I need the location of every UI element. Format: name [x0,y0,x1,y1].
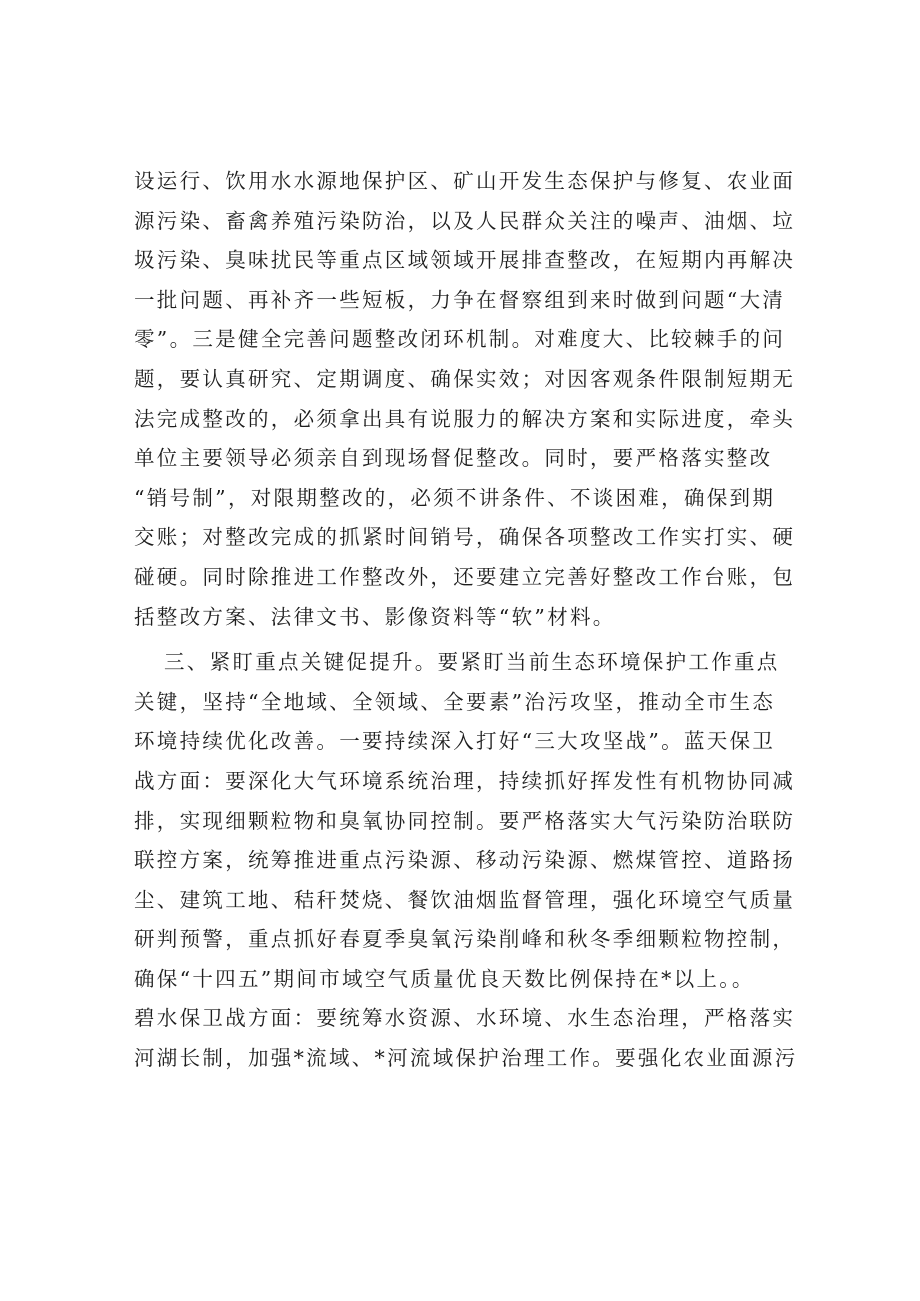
text-line: 圾污染、臭味扰民等重点区域领域开展排查整改，在短期内再解决 [134,248,796,273]
text-line: 源污染、畜禽养殖污染防治，以及人民群众关注的噪声、油烟、垃 [134,208,796,233]
text-line: 零”。三是健全完善问题整改闭环机制。对难度大、比较棘手的问 [134,327,786,352]
text-line: “销号制”，对限期整改的，必须不讲条件、不谈困难，确保到期 [134,485,776,510]
section-heading-line: 三、紧盯重点关键促提升。要紧盯当前生态环境保护工作重点 [164,650,780,675]
text-line: 尘、建筑工地、秸秆焚烧、餐饮油烟监督管理，强化环境空气质量 [134,887,796,912]
text-line: 法完成整改的，必须拿出具有说服力的解决方案和实际进度，牵头 [134,406,796,431]
text-line: 题，要认真研究、定期调度、确保实效；对因客观条件限制短期无 [134,366,796,391]
text-line: 一批问题、再补齐一些短板，力争在督察组到来时做到问题“大清 [134,287,786,312]
text-line: 括整改方案、法律文书、影像资料等“软”材料。 [134,604,616,629]
text-line: 关键，坚持“全地域、全领域、全要素”治污攻坚，推动全市生态 [134,689,776,714]
text-line: 设运行、饮用水水源地保护区、矿山开发生态保护与修复、农业面 [134,169,796,193]
text-line: 排，实现细颗粒物和臭氧协同控制。要严格落实大气污染防治联防 [134,808,796,833]
text-line: 碧水保卫战方面：要统筹水资源、水环境、水生态治理，严格落实 [134,1006,796,1031]
text-line: 碰硬。同时除推进工作整改外，还要建立完善好整改工作台账，包 [134,564,796,589]
text-line: 环境持续优化改善。一要持续深入打好“三大攻坚战”。蓝天保卫 [134,729,776,754]
text-line: 河湖长制，加强*流域、*河流域保护治理工作。要强化农业面源污 [134,1046,798,1071]
text-line: 研判预警，重点抓好春夏季臭氧污染削峰和秋冬季细颗粒物控制， [134,927,796,952]
paragraph-section-three [134,643,804,1079]
text-line: 联控方案，统筹推进重点污染源、移动污染源、燃煤管控、道路扬 [134,848,796,873]
document-body [134,162,804,1079]
text-line: 交账；对整改完成的抓紧时间销号，确保各项整改工作实打实、硬 [134,525,796,550]
text-line: 单位主要领导必须亲自到现场督促整改。同时，要严格落实整改 [134,446,773,471]
text-line: 确保“十四五”期间市域空气质量优良天数比例保持在*以上。。 [134,966,755,991]
text-line: 战方面：要深化大气环境系统治理，持续抓好挥发性有机物协同减 [134,768,796,793]
paragraph-continuation [134,162,804,637]
